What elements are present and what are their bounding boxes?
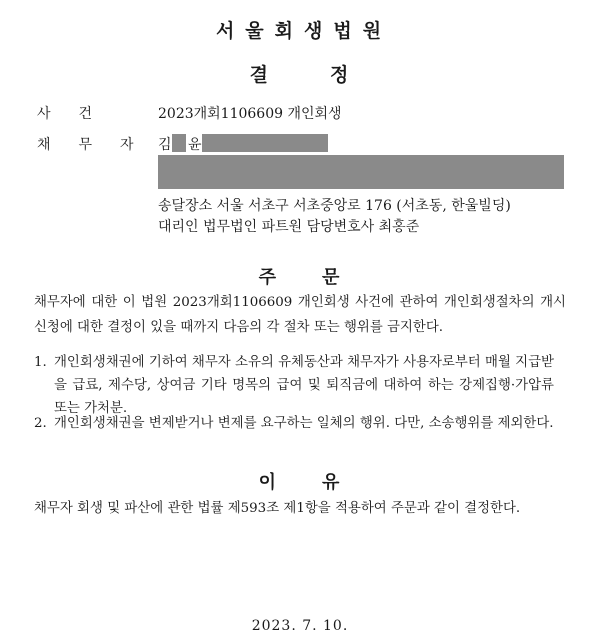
service-address: 송달장소 서울 서초구 서초중앙로 176 (서초동, 한울빌딩) — [158, 198, 511, 214]
debtor-name-first: 김 — [158, 137, 172, 153]
order-item — [34, 351, 566, 416]
redaction-block — [202, 134, 328, 152]
redaction-block — [158, 155, 564, 189]
reason-paragraph: 채무자 회생 및 파산에 관한 법률 제593조 제1항을 적용하여 주문과 같이 결정한다. — [34, 501, 521, 516]
order-item — [34, 412, 566, 458]
attorney-line: 대리인 법무법인 파트원 담당변호사 최홍준 — [158, 219, 420, 235]
redaction-block — [172, 134, 186, 152]
debtor-name-second: 윤 — [188, 137, 202, 153]
decision-date: 2023. 7. 10. — [251, 618, 349, 634]
case-label: 사건 — [37, 106, 121, 122]
order-section-title: 주문 — [258, 267, 386, 288]
order-item-text: 개인회생채권에 기하여 채무자 소유의 유체동산과 채무자가 사용자로부터 매월 지급받을 급료, 제수당, 상여금 기타 명목의 급여 및 퇴직금에 대하여 하는 강제집행·가압류 또는 가처분. — [54, 355, 554, 416]
court-name: 서울회생법원 — [215, 20, 393, 42]
reason-section-title: 이유 — [258, 472, 386, 493]
order-item-text: 개인회생채권을 변제받거나 변제를 요구하는 일체의 행위. 다만, 소송행위를 제외한다. — [54, 416, 554, 431]
case-number: 2023개회1106609 개인회생 — [158, 106, 342, 122]
document-type-heading: 결정 — [249, 64, 411, 86]
order-item-number: 1. — [34, 355, 47, 370]
order-item-number: 2. — [34, 416, 47, 431]
debtor-label: 채무자 — [37, 137, 162, 153]
order-intro-paragraph: 채무자에 대한 이 법원 2023개회1106609 개인회생 사건에 관하여 개인회생절차의 개시신청에 대한 결정이 있을 때까지 다음의 각 절차 또는 행위를 금지한다. — [34, 295, 566, 335]
